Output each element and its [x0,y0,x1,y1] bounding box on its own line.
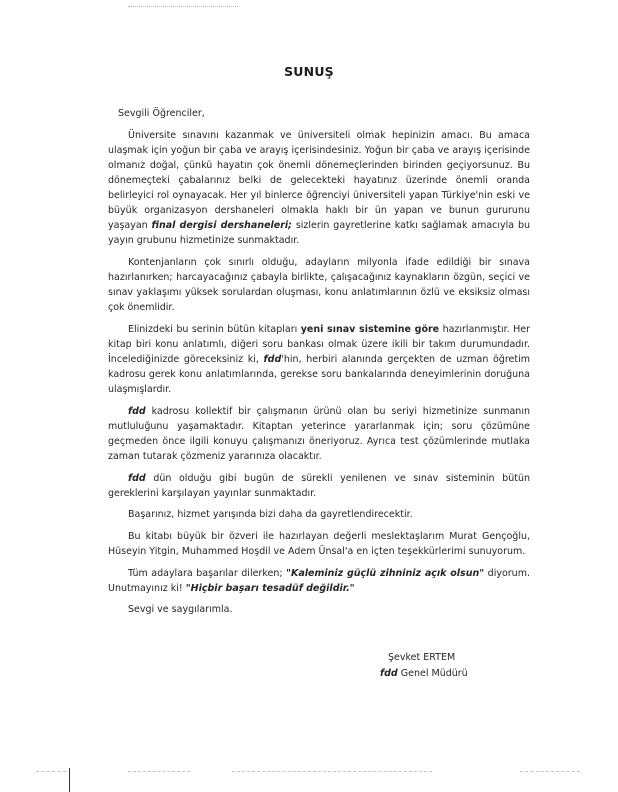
brand-fdd: fdd [380,668,398,679]
scan-artifact-dash [520,771,580,772]
signature-name: Şevket ERTEM [388,652,456,663]
paragraph-5-text: dün olduğu gibi bugün de sürekli yenilenen ve sınav sisteminin bütün gereklerini karşılayan yayınlar sunmaktadır. [108,472,530,499]
paragraph-3-text-c: 'hin, herbiri alanında gerçekten de uzman öğretim kadrosu gerek konu anlatımlarında, gerekse soru bankalarında deneyimlerinin doruğuna ulaşmışlardır. [108,353,530,396]
paragraph-2: Kontenjanların çok sınırlı olduğu, adayların milyonla ifade edildiği bir sınava hazırlanırken; harcayacağınız çabayla birlikte, çalışacağınız kaynakların özgün, seçici ve sınav yaklaşımı yüksek sorulardan oluşması, konu anlatımlarının özlü ve eksiksiz olması çok önemlidir. [108,256,530,314]
paragraph-8 [108,566,530,596]
paragraph-3 [108,322,530,397]
paragraph-7: Bu kitabı büyük bir özveri ile hazırlayan değerli meslektaşlarım Murat Gençoğlu, Hüseyin Yitgin, Muhammed Hoşdil ve Adem Ünsal'a en içten teşekkürlerimi sunuyorum. [108,530,530,557]
brand-fdd: fdd [128,472,146,484]
closing: Sevgi ve saygılarımla. [128,604,233,616]
paragraph-8-text-a: Tüm adaylara başarılar dilerken; [128,567,283,579]
paragraph-1 [108,128,530,249]
paragraph-3-text-a: Elinizdeki bu serinin bütün kitapları [128,323,298,335]
scan-artifact-dash [128,771,190,772]
brand-fdd: fdd [128,405,146,417]
signature-block [380,650,468,682]
paragraph-6: Başarınız, hizmet yarışında bizi daha da gayretlendirecektir. [128,509,413,521]
paragraph-4-text: kadrosu kollektif bir çalışmanın ürünü olan bu seriyi hizmetinize sunmanın mutluluğunu yaşamaktadır. Kitaptan yeterince yararlanmak için; soru çözümüne geçmeden önce ilgili konuyu çalışmanızı öneriyoruz. Ayrıca test çözümlerinde mutlaka zaman tutarak çözmeniz yararınıza olacaktır. [108,405,530,462]
letter-body [108,106,530,624]
paragraph-3-text-b: hazırlanmıştır. Her kitap biri konu anlatımlı, diğeri soru bankası olmak üzere ikili bir takım durumundadır. İncelediğinizde göreceksiniz ki, [108,323,530,365]
signature-role-line [380,666,468,682]
salutation: Sevgili Öğrenciler, [118,108,205,119]
signature-role: Genel Müdürü [400,668,468,679]
highlight-new-exam-system: yeni sınav sistemine göre [300,323,440,335]
paragraph-8-text-b: diyorum. Unutmayınız ki! [108,567,530,594]
quote-hicbir-basari: "Hiçbir başarı tesadüf değildir." [185,582,355,594]
brand-fdd: fdd [263,353,282,365]
paragraph-4 [108,404,530,464]
scan-artifact-bar [69,768,70,792]
quote-kaleminiz: "Kaleminiz güçlü zihniniz açık olsun" [286,567,485,579]
scan-artifact-top [128,6,238,7]
scan-artifact-dash [232,771,432,772]
brand-final-dergisi: final dergisi dershaneleri; [151,220,292,232]
paragraph-1-text-b: sizlerin gayretlerine katkı sağlamak amacıyla bu yayın grubunu hizmetinize sunmaktadır. [108,220,530,247]
paragraph-5 [108,471,530,501]
scan-artifact-dash [36,771,66,772]
paragraph-1-text-a: Üniversite sınavını kazanmak ve üniversiteli olmak hepinizin amacı. Bu amaca ulaşmak için yoğun bir çaba ve arayış içerisindesiniz. Yoğun bir çaba ve arayış içerisinde olmanız doğal, çünkü hayatın çok önemli dönemeçlerinden birinden geçiyorsunuz. Bu dönemeçteki çabalarınız belki de gelecekteki hayatınız üzerinde önemli oranda belirleyici rol oynayacak. Her yıl binlerce öğrenciyi üniversiteli yapan Türkiye'nin eski ve büyük organizasyon dershaneleri olmakla haklı bir ün yapan ve bunun gururunu yaşayan [108,129,530,232]
page-title: SUNUŞ [284,64,334,79]
